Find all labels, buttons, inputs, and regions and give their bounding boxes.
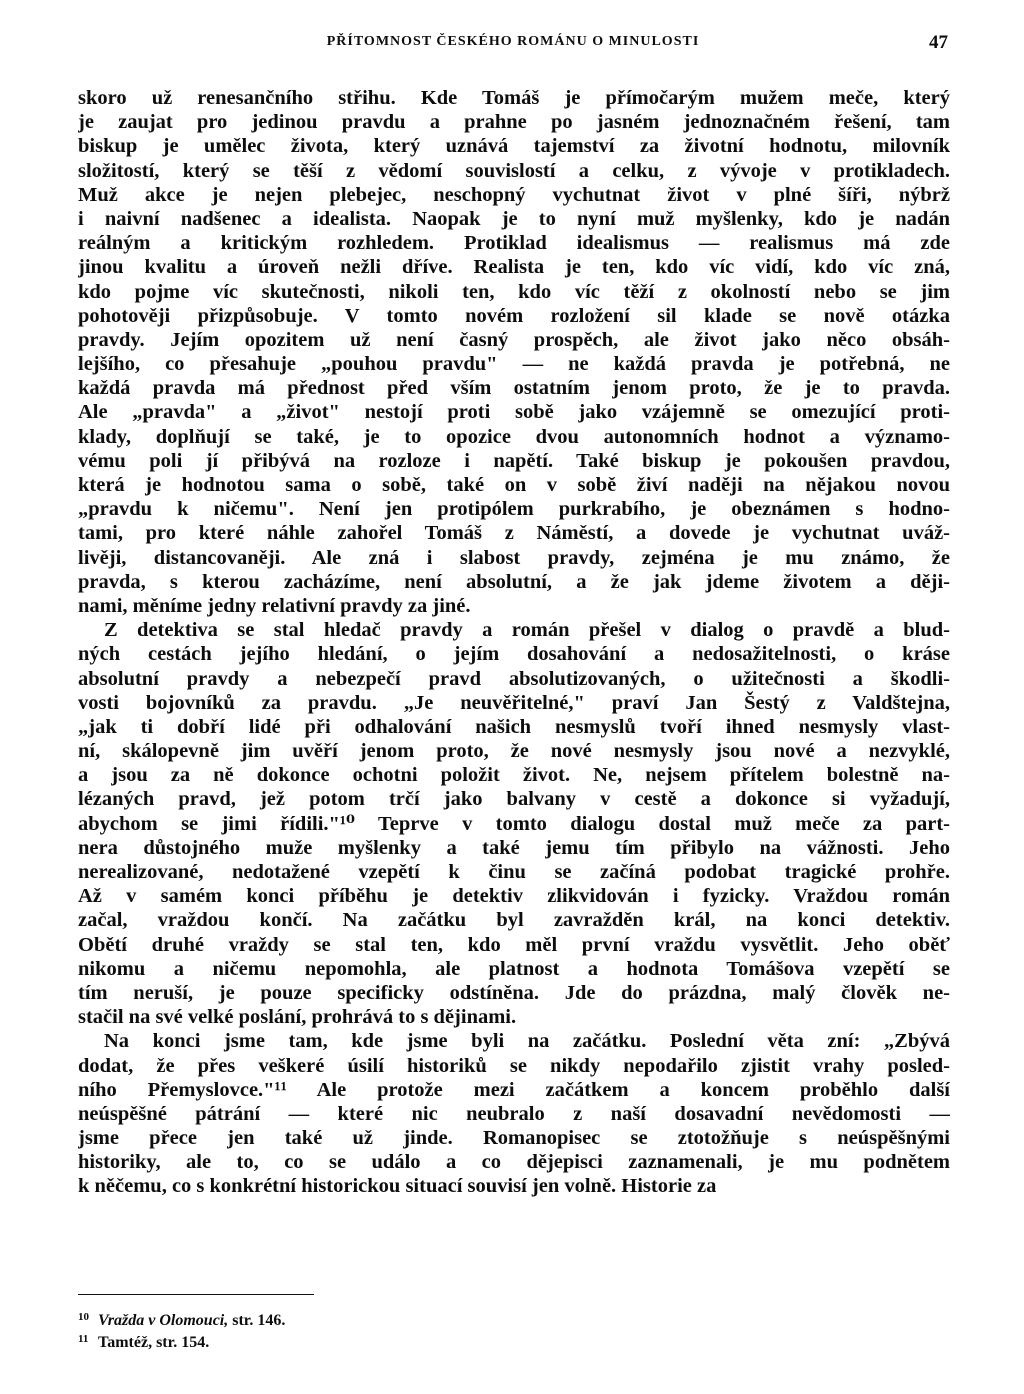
text-line: pohotověji přizpůsobuje. V tomto novém rozložení sil klade se nově otázka [78, 304, 950, 327]
text-line: začal, vraždou končí. Na začátku byl zavražděn král, na konci detektiv. [78, 909, 950, 932]
text-line: nami, měníme jedny relativní pravdy za jiné. [78, 594, 471, 617]
text-line: livěji, distancovaněji. Ale zná i slabost pravdy, zejména je mu známo, že [78, 546, 950, 569]
text-line: dodat, že přes veškeré úsilí historiků se nikdy nepodařilo zjistit vrahy posled- [78, 1054, 950, 1077]
text-line: Muž akce je nejen plebejec, neschopný vychutnat život v plné šíři, nýbrž [78, 183, 950, 206]
text-line: Ale „pravda" a „život" nestojí proti sobě jako vzájemně se omezující proti- [78, 401, 950, 424]
text-line: je zaujat pro jedinou pravdu a prahne po jasném jednoznačném řešení, tam [78, 111, 950, 134]
text-line: i naivní nadšenec a idealista. Naopak je to nyní muž myšlenky, kdo je nadán [78, 207, 950, 230]
text-line: kdo pojme víc skutečnosti, nikoli ten, kdo víc těží z okolností nebo se jim [78, 280, 950, 303]
text-line: k něčemu, co s konkrétní historickou situací souvisí jen volně. Historie za [78, 1175, 717, 1198]
text-line: Na konci jsme tam, kde jsme byli na začátku. Poslední věta zní: „Zbývá [104, 1030, 950, 1053]
text-line: lézaných pravd, jež potom trčí jako balvany v cestě a dokonce si vyžadují, [78, 788, 950, 811]
footnote-10 [78, 1306, 678, 1328]
text-line: nera důstojného muže myšlenky a také jemu tím přibylo na vážnosti. Jeho [78, 836, 950, 859]
text-line: ných cestách jejího hledání, o jejím dosahování a nedosažitelnosti, o kráse [78, 643, 950, 666]
body-text [78, 86, 950, 1199]
footnotes [78, 1306, 678, 1350]
text-line: jinou kvalitu a úroveň nežli dříve. Realista je ten, kdo víc vidí, kdo víc zná, [78, 256, 950, 279]
text-line: stačil na své velké poslání, prohrává to s dějinami. [78, 1006, 517, 1029]
text-line: jsme přece jen také už jinde. Romanopisec se ztotožňuje s neúspěšnými [78, 1127, 950, 1150]
paragraph [78, 618, 950, 1029]
text-line: ního Přemyslovce."¹¹ Ale protože mezi začátkem a koncem proběhlo další [78, 1078, 950, 1101]
text-line: historiky, ale to, co se událo a co dějepisci zaznamenali, je mu podnětem [78, 1151, 950, 1174]
text-line: lejšího, co přesahuje „pouhou pravdu" — ne každá pravda je potřebná, ne [78, 353, 950, 376]
text-line: biskup je umělec života, který uznává tajemství za životní hodnotu, milovník [78, 135, 950, 158]
text-line: skoro už renesančního střihu. Kde Tomáš je přímočarým mužem meče, který [78, 87, 950, 109]
text-line: pravdy. Jejím opozitem už není časný prospěch, ale život jako něco obsáh- [78, 328, 950, 351]
footnote-11 [78, 1328, 678, 1350]
text-line: klady, doplňují se také, je to opozice dvou autonomních hodnot a významo- [78, 425, 950, 448]
text-line: ní, skálopevně jim uvěří jenom proto, že nové nesmysly jsou nové a nezvyklé, [78, 740, 950, 763]
text-line: tím neruší, je pouze specificky odstíněna. Jde do prázdna, malý člověk ne- [78, 981, 950, 1004]
running-title: PŘÍTOMNOST ČESKÉHO ROMÁNU O MINULOSTI [326, 34, 700, 49]
running-head [78, 34, 948, 56]
text-line: nerealizované, nedotažené vzepětí k činu se začíná podobat tragické prohře. [78, 861, 950, 883]
text-line: vému poli jí přibývá na rozloze i napětí. Také biskup je pokoušen pravdou, [78, 449, 950, 472]
paragraph [78, 86, 950, 618]
text-line: každá pravda má přednost před vším ostatním jenom proto, že je to pravda. [78, 377, 950, 400]
text-line: která je hodnotou sama o sobě, také on v sobě živí naději na nějakou novou [78, 474, 950, 496]
text-line: tami, pro které náhle zahořel Tomáš z Náměstí, a dovede je vychutnat uváž- [78, 522, 950, 545]
text-line: a jsou za ně dokonce ochotni položit život. Ne, nejsem přítelem bolestně na- [78, 764, 950, 787]
footnote-title: Vražda v Olomouci, [98, 1312, 229, 1329]
text-line: Až v samém konci příběhu je detektiv zlikvidován i fyzicky. Vraždou román [78, 885, 950, 908]
text-line: pravda, s kterou zacházíme, není absolutní, a že jak jdeme životem a ději- [78, 570, 950, 593]
text-line: nikomu a ničemu nepomohla, ale platnost a hodnota Tomášova vzepětí se [78, 957, 950, 980]
text-line: Z detektiva se stal hledač pravdy a román přešel v dialog o pravdě a blud- [104, 619, 950, 642]
text-line: Obětí druhé vraždy se stal ten, kdo měl první vraždu vysvětlit. Jeho oběť [78, 933, 950, 956]
text-line: složitostí, který se těší z vědomí souvislostí a celku, z vývoje v protikladech. [78, 159, 950, 182]
paragraph [78, 1029, 950, 1198]
text-line: „pravdu k ničemu". Není jen protipólem purkrabího, je obeznámen s hodno- [78, 498, 950, 521]
text-line: „jak ti dobří lidé při odhalování našich nesmyslů tvoří ihned nesmysly vlast- [78, 715, 950, 738]
text-line: vosti bojovníků za pravdu. „Je neuvěřitelné," praví Jan Šestý z Valdštejna, [78, 691, 950, 714]
footnote-reference: Tamtéž, str. 154. [98, 1334, 210, 1351]
text-line: absolutní pravdy a nebezpečí pravd absolutizovaných, o užitečnosti a škodli- [78, 667, 950, 690]
footnote-reference: str. 146. [228, 1312, 286, 1329]
text-line: abychom se jimi řídili."¹⁰ Teprve v tomto dialogu dostal muž meče za part- [78, 812, 950, 835]
footnote-divider [78, 1294, 314, 1295]
page-number: 47 [929, 32, 948, 53]
footnote-number: 10 [78, 1311, 89, 1323]
text-line: neúspěšné pátrání — které nic neubralo z naší dosavadní nevědomosti — [78, 1102, 950, 1125]
footnote-number: 11 [78, 1333, 89, 1345]
text-line: reálným a kritickým rozhledem. Protiklad idealismus — realismus má zde [78, 232, 950, 255]
